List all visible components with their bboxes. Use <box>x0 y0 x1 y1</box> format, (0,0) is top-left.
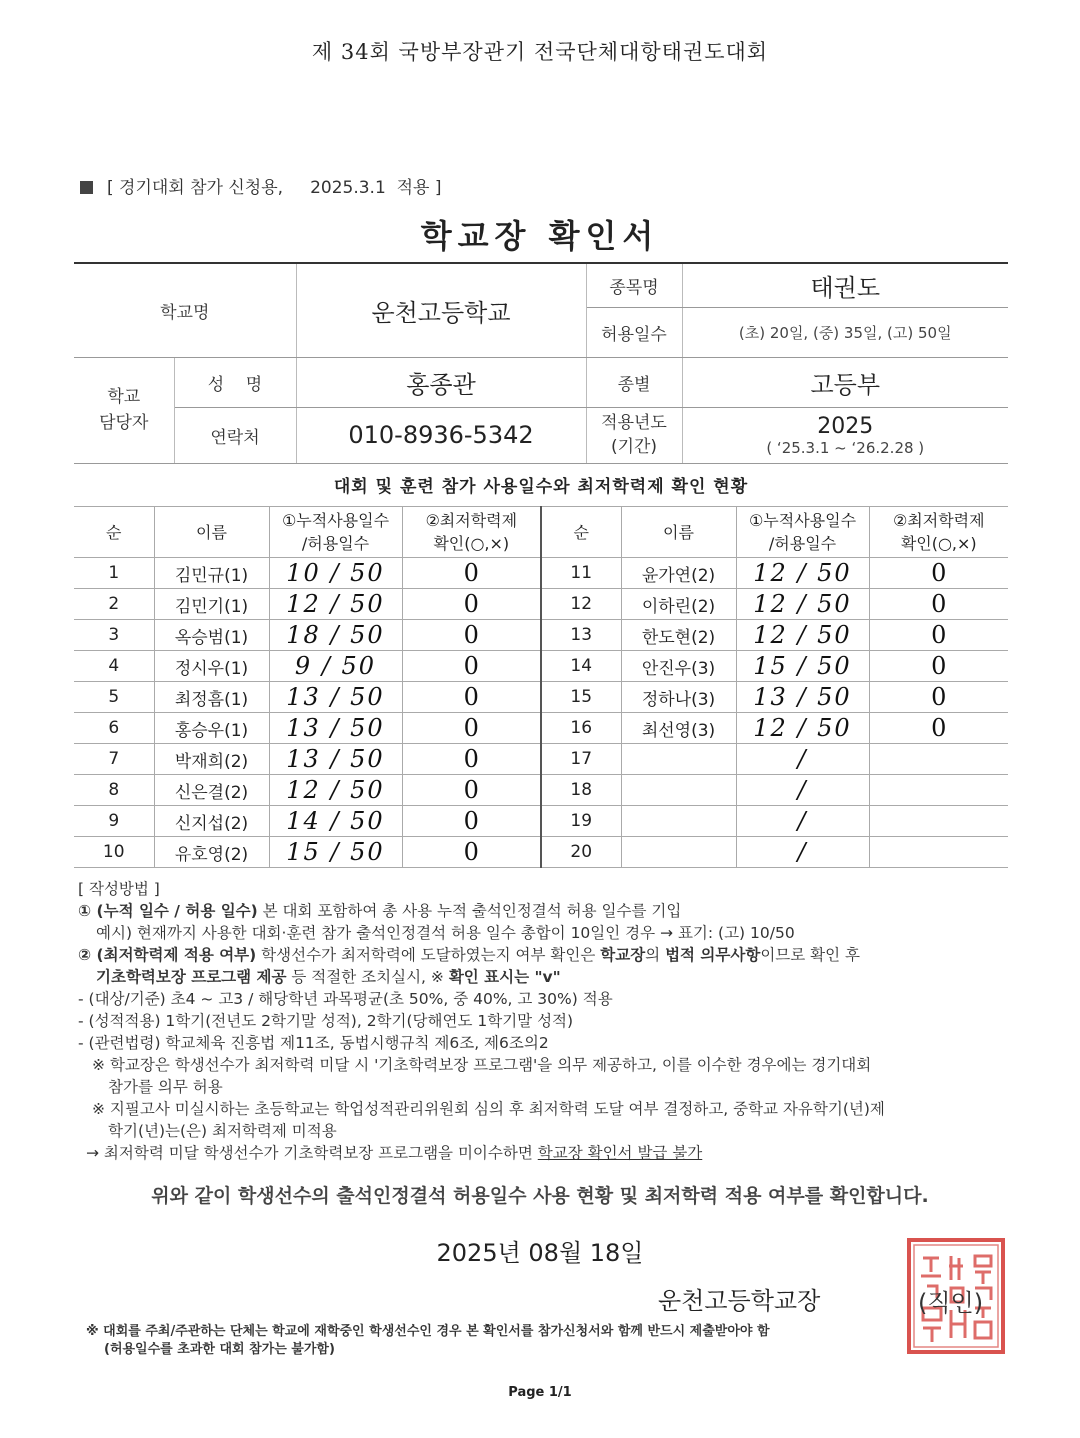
page-number: Page 1/1 <box>508 1385 572 1400</box>
roster-days-cell: 15 / 50 <box>269 837 402 868</box>
year-cell <box>682 407 1008 463</box>
event-value: 태권도 <box>682 263 1008 307</box>
roster-check-cell: 0 <box>402 651 541 682</box>
roster-days-cell: 12 / 50 <box>736 558 869 589</box>
roster-name-cell: 윤가연(2) <box>621 558 736 589</box>
seal-label: (직인) <box>918 1289 984 1317</box>
roster-name-cell: 김민기(1) <box>154 589 269 620</box>
roster-check-cell <box>869 837 1008 868</box>
table-row <box>74 620 1008 651</box>
roster-name-cell: 최선영(3) <box>621 713 736 744</box>
table-row <box>74 775 1008 806</box>
method-line-7: - (관련법령) 학교체육 진흥법 제11조, 동법시행규칙 제6조, 제6조의2 <box>78 1034 549 1052</box>
issue-date: 2025년 08월 18일 <box>436 1239 644 1267</box>
roster-section-title: 대회 및 훈련 참가 사용일수와 최저학력제 확인 현황 <box>333 477 749 497</box>
roster-no-cell: 16 <box>541 713 621 744</box>
roster-days-cell: 12 / 50 <box>736 589 869 620</box>
table-row <box>74 651 1008 682</box>
roster-no-cell: 18 <box>541 775 621 806</box>
roster-check-cell: 0 <box>869 682 1008 713</box>
method-line-8: ※ 학교장은 학생선수가 최저학력 미달 시 '기초학력보장 프로그램'을 의무 제공하고, 이를 이수한 경우에는 경기대회 <box>92 1056 872 1074</box>
roster-days-cell: 12 / 50 <box>736 620 869 651</box>
manager-label: 학교 담당자 <box>74 357 174 463</box>
apply-line-text: [ 경기대회 참가 신청용, 2025.3.1 적용 ] <box>107 178 442 198</box>
header-name-left: 이름 <box>154 507 269 558</box>
contact-label: 연락처 <box>174 407 296 463</box>
roster-check-cell: 0 <box>402 806 541 837</box>
roster-days-cell: 10 / 50 <box>269 558 402 589</box>
roster-no-cell: 5 <box>74 682 154 713</box>
allowed-days-label: 허용일수 <box>586 307 682 357</box>
category-value: 고등부 <box>682 357 1008 407</box>
roster-check-cell <box>869 744 1008 775</box>
roster-no-cell: 12 <box>541 589 621 620</box>
roster-no-cell: 8 <box>74 775 154 806</box>
roster-name-cell: 이하린(2) <box>621 589 736 620</box>
square-bullet-icon <box>80 181 93 194</box>
roster-name-cell <box>621 837 736 868</box>
roster-days-cell: 12 / 50 <box>736 713 869 744</box>
roster-check-cell: 0 <box>402 713 541 744</box>
roster-check-cell: 0 <box>402 558 541 589</box>
roster-name-cell: 옥승범(1) <box>154 620 269 651</box>
method-line-1-text: 본 대회 포함하여 총 사용 누적 출석인정결석 허용 일수를 기입 <box>257 902 682 920</box>
method-line-5: - (대상/기준) 초4 ~ 고3 / 해당학년 과목평균(초 50%, 중 40%, 고 30%) 적용 <box>78 990 613 1008</box>
document-title: 학교장 확인서 <box>420 217 660 255</box>
roster-name-cell <box>621 775 736 806</box>
event-label: 종목명 <box>586 263 682 307</box>
roster-name-cell <box>621 806 736 837</box>
roster-check-cell <box>869 806 1008 837</box>
roster-name-cell: 유호영(2) <box>154 837 269 868</box>
apply-line <box>80 173 441 198</box>
footnote-line-1: ※ 대회를 주최/주관하는 단체는 학교에 재학중인 학생선수인 경우 본 확인서를 참가신청서와 함께 반드시 제출받아야 함 <box>86 1324 770 1339</box>
school-value: 운천고등학교 <box>296 263 586 357</box>
roster-no-cell: 14 <box>541 651 621 682</box>
name-label: 성 명 <box>174 357 296 407</box>
table-row <box>74 806 1008 837</box>
header-check-right: ②최저학력제 확인(○,×) <box>869 507 1008 558</box>
method-line-4-text: 등 적절한 조치실시, ※ <box>286 968 449 986</box>
header-no-left: 순 <box>74 507 154 558</box>
info-table <box>74 262 1008 464</box>
roster-days-cell: 12 / 50 <box>269 775 402 806</box>
allowed-days-value: (초) 20일, (중) 35일, (고) 50일 <box>682 307 1008 357</box>
roster-check-cell: 0 <box>869 651 1008 682</box>
header-days-left: ①누적사용일수 /허용일수 <box>269 507 402 558</box>
roster-check-cell: 0 <box>402 837 541 868</box>
method-line-3-text: 학생선수가 최저학력에 도달하였는지 여부 확인은 <box>256 946 601 964</box>
name-value: 홍종관 <box>296 357 586 407</box>
roster-name-cell: 박재희(2) <box>154 744 269 775</box>
method-line-3-key: ② (최저학력제 적용 여부) <box>78 946 257 964</box>
header-days-right: ①누적사용일수 /허용일수 <box>736 507 869 558</box>
method-line-4 <box>78 966 1008 988</box>
roster-name-cell: 김민규(1) <box>154 558 269 589</box>
header-check-left: ②최저학력제 확인(○,×) <box>402 507 541 558</box>
roster-no-cell: 19 <box>541 806 621 837</box>
method-line-9: 참가를 의무 허용 <box>108 1078 223 1096</box>
method-line-3 <box>78 944 1008 966</box>
roster-check-cell: 0 <box>869 713 1008 744</box>
roster-check-cell <box>869 775 1008 806</box>
roster-days-cell: 13 / 50 <box>736 682 869 713</box>
method-line-11: 학기(년)는(은) 최저학력제 미적용 <box>108 1122 337 1140</box>
roster-no-cell: 3 <box>74 620 154 651</box>
roster-days-cell: 13 / 50 <box>269 744 402 775</box>
roster-name-cell: 정하나(3) <box>621 682 736 713</box>
roster-name-cell: 정시우(1) <box>154 651 269 682</box>
method-line-2: 예시) 현재까지 사용한 대회·훈련 참가 출석인정결석 허용 일수 총합이 10일인 경우 → 표기: (고) 10/50 <box>96 924 795 942</box>
method-line-1-key: ① (누적 일수 / 허용 일수) <box>78 902 258 920</box>
writing-method <box>78 878 1008 1164</box>
table-row <box>74 744 1008 775</box>
roster-days-cell: 14 / 50 <box>269 806 402 837</box>
roster-days-cell: / <box>736 744 869 775</box>
roster-check-cell: 0 <box>402 620 541 651</box>
method-line-4-program: 기초학력보장 프로그램 제공 <box>96 968 287 986</box>
period-value: ( ‘25.3.1 ~ ‘26.2.28 ) <box>766 438 925 457</box>
roster-days-cell: / <box>736 775 869 806</box>
roster-name-cell: 한도현(2) <box>621 620 736 651</box>
roster-name-cell: 최정흠(1) <box>154 682 269 713</box>
competition-title: 제 34회 국방부장관기 전국단체대항태권도대회 <box>311 40 769 64</box>
footnote <box>86 1323 770 1359</box>
roster-days-cell: 13 / 50 <box>269 713 402 744</box>
principal-name: 운천고등학교장 <box>658 1287 821 1315</box>
roster-check-cell: 0 <box>402 682 541 713</box>
roster-days-cell: / <box>736 837 869 868</box>
method-line-6: - (성적적용) 1학기(전년도 2학기말 성적), 2학기(당해연도 1학기말 성적) <box>78 1012 574 1030</box>
table-row <box>74 589 1008 620</box>
method-line-12-text: → 최저학력 미달 학생선수가 기초학력보장 프로그램을 미이수하면 <box>86 1144 538 1162</box>
roster-no-cell: 11 <box>541 558 621 589</box>
method-line-3-end: 이므로 확인 후 <box>760 946 861 964</box>
method-heading: [ 작성방법 ] <box>78 880 160 898</box>
roster-no-cell: 17 <box>541 744 621 775</box>
roster-no-cell: 4 <box>74 651 154 682</box>
year-label: 적용년도 (기간) <box>586 407 682 463</box>
method-line-12-underlined: 학교장 확인서 발급 불가 <box>537 1144 703 1162</box>
roster-no-cell: 10 <box>74 837 154 868</box>
roster-days-cell: 15 / 50 <box>736 651 869 682</box>
table-row <box>74 558 1008 589</box>
roster-name-cell: 홍승우(1) <box>154 713 269 744</box>
footnote-line-2: (허용일수를 초과한 대회 참가는 불가함) <box>104 1342 335 1357</box>
roster-body <box>74 558 1008 868</box>
roster-days-cell: 12 / 50 <box>269 589 402 620</box>
roster-no-cell: 20 <box>541 837 621 868</box>
method-line-3-duty: 법적 의무사항 <box>665 946 761 964</box>
roster-no-cell: 15 <box>541 682 621 713</box>
method-line-1 <box>78 900 1008 922</box>
roster-table <box>74 506 1008 868</box>
method-line-4-mark: 확인 표시는 "v" <box>448 968 561 986</box>
table-row <box>74 837 1008 868</box>
roster-check-cell: 0 <box>869 620 1008 651</box>
roster-check-cell: 0 <box>402 589 541 620</box>
header-no-right: 순 <box>541 507 621 558</box>
roster-check-cell: 0 <box>402 775 541 806</box>
roster-no-cell: 9 <box>74 806 154 837</box>
school-label: 학교명 <box>74 263 296 357</box>
category-label: 종별 <box>586 357 682 407</box>
header-name-right: 이름 <box>621 507 736 558</box>
roster-name-cell: 안진우(3) <box>621 651 736 682</box>
table-row <box>74 682 1008 713</box>
roster-name-cell <box>621 744 736 775</box>
roster-check-cell: 0 <box>402 744 541 775</box>
year-value: 2025 <box>817 413 874 439</box>
roster-days-cell: / <box>736 806 869 837</box>
table-row <box>74 713 1008 744</box>
contact-value: 010-8936-5342 <box>296 407 586 463</box>
method-line-3-of: 의 <box>645 946 666 964</box>
method-line-10: ※ 지필고사 미실시하는 초등학교는 학업성적관리위원회 심의 후 최저학력 도달 여부 결정하고, 중학교 자유학기(년)제 <box>92 1100 885 1118</box>
roster-days-cell: 18 / 50 <box>269 620 402 651</box>
method-line-3-principal: 학교장 <box>600 946 646 964</box>
roster-name-cell: 신지섭(2) <box>154 806 269 837</box>
roster-no-cell: 6 <box>74 713 154 744</box>
roster-no-cell: 13 <box>541 620 621 651</box>
roster-name-cell: 신은결(2) <box>154 775 269 806</box>
roster-days-cell: 13 / 50 <box>269 682 402 713</box>
roster-no-cell: 2 <box>74 589 154 620</box>
roster-check-cell: 0 <box>869 558 1008 589</box>
roster-check-cell: 0 <box>869 589 1008 620</box>
roster-no-cell: 7 <box>74 744 154 775</box>
roster-no-cell: 1 <box>74 558 154 589</box>
method-line-12 <box>78 1142 1008 1164</box>
confirm-statement: 위와 같이 학생선수의 출석인정결석 허용일수 사용 현황 및 최저학력 적용 여부를 확인합니다. <box>151 1185 929 1207</box>
roster-days-cell: 9 / 50 <box>269 651 402 682</box>
